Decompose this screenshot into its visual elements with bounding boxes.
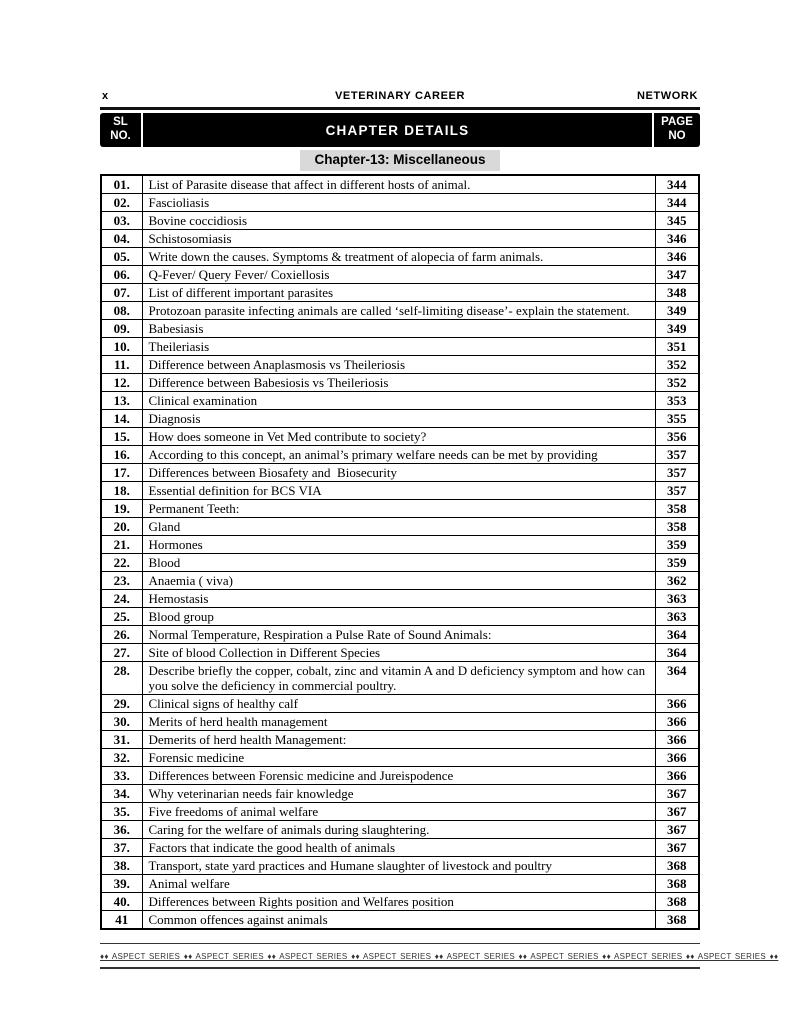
running-header-title: VETERINARY CAREER (335, 90, 465, 102)
table-row (101, 175, 699, 194)
row-serial: 20. (101, 518, 142, 536)
row-title: Transport, state yard practices and Humane slaughter of livestock and poultry (142, 857, 655, 875)
row-title: Differences between Rights position and Welfares position (142, 893, 655, 911)
row-title: Describe briefly the copper, cobalt, zinc and vitamin A and D deficiency symptom and how can you solve the deficiency in commercial poultry. (142, 662, 655, 695)
document-page (100, 0, 779, 969)
row-title: Bovine coccidiosis (142, 212, 655, 230)
row-title: Merits of herd health management (142, 713, 655, 731)
row-title: Essential definition for BCS VIA (142, 482, 655, 500)
row-title: Difference between Anaplasmosis vs Theileriosis (142, 356, 655, 374)
row-serial: 38. (101, 857, 142, 875)
row-serial: 29. (101, 695, 142, 713)
row-title: Why veterinarian needs fair knowledge (142, 785, 655, 803)
row-serial: 40. (101, 893, 142, 911)
row-serial: 19. (101, 500, 142, 518)
row-title: Clinical signs of healthy calf (142, 695, 655, 713)
row-title: Babesiasis (142, 320, 655, 338)
table-row (101, 608, 699, 626)
table-row (101, 803, 699, 821)
row-title: List of different important parasites (142, 284, 655, 302)
row-title: Caring for the welfare of animals during slaughtering. (142, 821, 655, 839)
row-title: Blood group (142, 608, 655, 626)
row-page: 367 (655, 785, 699, 803)
row-page: 347 (655, 266, 699, 284)
row-page: 368 (655, 893, 699, 911)
row-serial: 23. (101, 572, 142, 590)
row-serial: 09. (101, 320, 142, 338)
row-title: Write down the causes. Symptoms & treatment of alopecia of farm animals. (142, 248, 655, 266)
row-serial: 37. (101, 839, 142, 857)
row-title: Permanent Teeth: (142, 500, 655, 518)
row-page: 346 (655, 248, 699, 266)
table-row (101, 785, 699, 803)
row-page: 357 (655, 446, 699, 464)
header-rule-divider (100, 107, 700, 110)
row-serial: 14. (101, 410, 142, 428)
row-title: Anaemia ( viva) (142, 572, 655, 590)
row-title: Animal welfare (142, 875, 655, 893)
row-page: 357 (655, 482, 699, 500)
row-serial: 25. (101, 608, 142, 626)
row-title: Hemostasis (142, 590, 655, 608)
row-page: 344 (655, 194, 699, 212)
row-title: Diagnosis (142, 410, 655, 428)
row-title: Clinical examination (142, 392, 655, 410)
table-row (101, 320, 699, 338)
table-row (101, 284, 699, 302)
row-page: 366 (655, 713, 699, 731)
row-page: 367 (655, 821, 699, 839)
row-serial: 41 (101, 911, 142, 930)
row-serial: 30. (101, 713, 142, 731)
table-row (101, 482, 699, 500)
row-serial: 16. (101, 446, 142, 464)
row-serial: 13. (101, 392, 142, 410)
row-page: 362 (655, 572, 699, 590)
column-header-serial: SL NO. (100, 113, 143, 147)
row-serial: 18. (101, 482, 142, 500)
row-page: 364 (655, 626, 699, 644)
row-serial: 33. (101, 767, 142, 785)
table-row (101, 248, 699, 266)
row-page: 357 (655, 464, 699, 482)
table-row (101, 572, 699, 590)
row-serial: 36. (101, 821, 142, 839)
row-title: Hormones (142, 536, 655, 554)
row-page: 366 (655, 749, 699, 767)
row-serial: 15. (101, 428, 142, 446)
row-page: 368 (655, 857, 699, 875)
table-row (101, 464, 699, 482)
row-serial: 31. (101, 731, 142, 749)
row-title: Fascioliasis (142, 194, 655, 212)
table-row (101, 392, 699, 410)
footer-band (100, 943, 779, 969)
row-serial: 22. (101, 554, 142, 572)
table-row (101, 374, 699, 392)
row-title: Common offences against animals (142, 911, 655, 930)
row-title: How does someone in Vet Med contribute to society? (142, 428, 655, 446)
table-row (101, 911, 699, 930)
row-page: 364 (655, 644, 699, 662)
table-row (101, 893, 699, 911)
table-row (101, 446, 699, 464)
row-page: 359 (655, 554, 699, 572)
row-serial: 24. (101, 590, 142, 608)
row-page: 349 (655, 320, 699, 338)
row-serial: 17. (101, 464, 142, 482)
row-title: List of Parasite disease that affect in different hosts of animal. (142, 175, 655, 194)
row-title: Schistosomiasis (142, 230, 655, 248)
row-page: 355 (655, 410, 699, 428)
row-title: Differences between Forensic medicine and Jureispodence (142, 767, 655, 785)
row-page: 368 (655, 911, 699, 930)
row-title: Theileriasis (142, 338, 655, 356)
table-row (101, 857, 699, 875)
table-row (101, 194, 699, 212)
column-header-details: CHAPTER DETAILS (325, 122, 470, 138)
table-row (101, 500, 699, 518)
table-row (101, 518, 699, 536)
row-serial: 05. (101, 248, 142, 266)
row-title: Gland (142, 518, 655, 536)
row-page: 359 (655, 536, 699, 554)
column-header-page: PAGE NO (652, 113, 700, 147)
row-serial: 08. (101, 302, 142, 320)
row-serial: 06. (101, 266, 142, 284)
row-title: Blood (142, 554, 655, 572)
table-header-bar (100, 113, 700, 147)
row-serial: 26. (101, 626, 142, 644)
table-row (101, 410, 699, 428)
row-title: Difference between Babesiosis vs Theileriosis (142, 374, 655, 392)
table-row (101, 644, 699, 662)
row-serial: 02. (101, 194, 142, 212)
table-row (101, 356, 699, 374)
table-row (101, 212, 699, 230)
row-title: Five freedoms of animal welfare (142, 803, 655, 821)
row-serial: 03. (101, 212, 142, 230)
table-row (101, 302, 699, 320)
row-page: 353 (655, 392, 699, 410)
table-row (101, 662, 699, 695)
row-title: Forensic medicine (142, 749, 655, 767)
row-page: 349 (655, 302, 699, 320)
row-title: According to this concept, an animal’s primary welfare needs can be met by providing (142, 446, 655, 464)
row-page: 356 (655, 428, 699, 446)
row-title: Demerits of herd health Management: (142, 731, 655, 749)
table-row (101, 536, 699, 554)
row-page: 368 (655, 875, 699, 893)
row-page: 366 (655, 731, 699, 749)
table-row (101, 713, 699, 731)
row-title: Site of blood Collection in Different Species (142, 644, 655, 662)
row-page: 352 (655, 374, 699, 392)
row-page: 358 (655, 500, 699, 518)
row-serial: 11. (101, 356, 142, 374)
row-page: 363 (655, 608, 699, 626)
running-header-right: NETWORK (636, 90, 698, 102)
row-page: 351 (655, 338, 699, 356)
running-header-page-marker: x (102, 90, 109, 102)
row-page: 345 (655, 212, 699, 230)
row-page: 346 (655, 230, 699, 248)
table-row (101, 875, 699, 893)
table-row (101, 266, 699, 284)
row-serial: 35. (101, 803, 142, 821)
row-serial: 01. (101, 175, 142, 194)
table-row (101, 731, 699, 749)
row-page: 366 (655, 767, 699, 785)
chapter-heading: Chapter-13: Miscellaneous (300, 150, 499, 170)
footer-series-text: ♦♦ ASPECT SERIES ♦♦ ASPECT SERIES ♦♦ ASPECT SERIES ♦♦ ASPECT SERIES ♦♦ ASPECT SERIES ♦♦ ASPECT SERIES ♦♦ ASPECT SERIES ♦♦ ASPECT SERIES ♦♦ (100, 952, 779, 961)
table-row (101, 767, 699, 785)
row-title: Q-Fever/ Query Fever/ Coxiellosis (142, 266, 655, 284)
table-row (101, 626, 699, 644)
table-row (101, 839, 699, 857)
row-page: 367 (655, 803, 699, 821)
toc-table-body (101, 175, 699, 929)
chapter-heading-row (100, 150, 700, 170)
table-row (101, 590, 699, 608)
row-page: 348 (655, 284, 699, 302)
table-row (101, 749, 699, 767)
toc-table (100, 174, 700, 930)
row-title: Factors that indicate the good health of animals (142, 839, 655, 857)
row-serial: 27. (101, 644, 142, 662)
row-serial: 12. (101, 374, 142, 392)
row-page: 344 (655, 175, 699, 194)
row-title: Protozoan parasite infecting animals are called ‘self-limiting disease’- explain the statement. (142, 302, 655, 320)
row-serial: 10. (101, 338, 142, 356)
row-serial: 07. (101, 284, 142, 302)
row-page: 366 (655, 695, 699, 713)
row-serial: 21. (101, 536, 142, 554)
row-page: 363 (655, 590, 699, 608)
row-serial: 32. (101, 749, 142, 767)
table-row (101, 554, 699, 572)
row-serial: 04. (101, 230, 142, 248)
running-header (100, 90, 700, 102)
row-page: 352 (655, 356, 699, 374)
row-serial: 28. (101, 662, 142, 695)
row-page: 358 (655, 518, 699, 536)
table-row (101, 695, 699, 713)
row-page: 367 (655, 839, 699, 857)
row-title: Normal Temperature, Respiration a Pulse Rate of Sound Animals: (142, 626, 655, 644)
table-row (101, 428, 699, 446)
row-serial: 39. (101, 875, 142, 893)
row-page: 364 (655, 662, 699, 695)
table-row (101, 338, 699, 356)
row-title: Differences between Biosafety and Biosecurity (142, 464, 655, 482)
row-serial: 34. (101, 785, 142, 803)
table-row (101, 821, 699, 839)
table-row (101, 230, 699, 248)
